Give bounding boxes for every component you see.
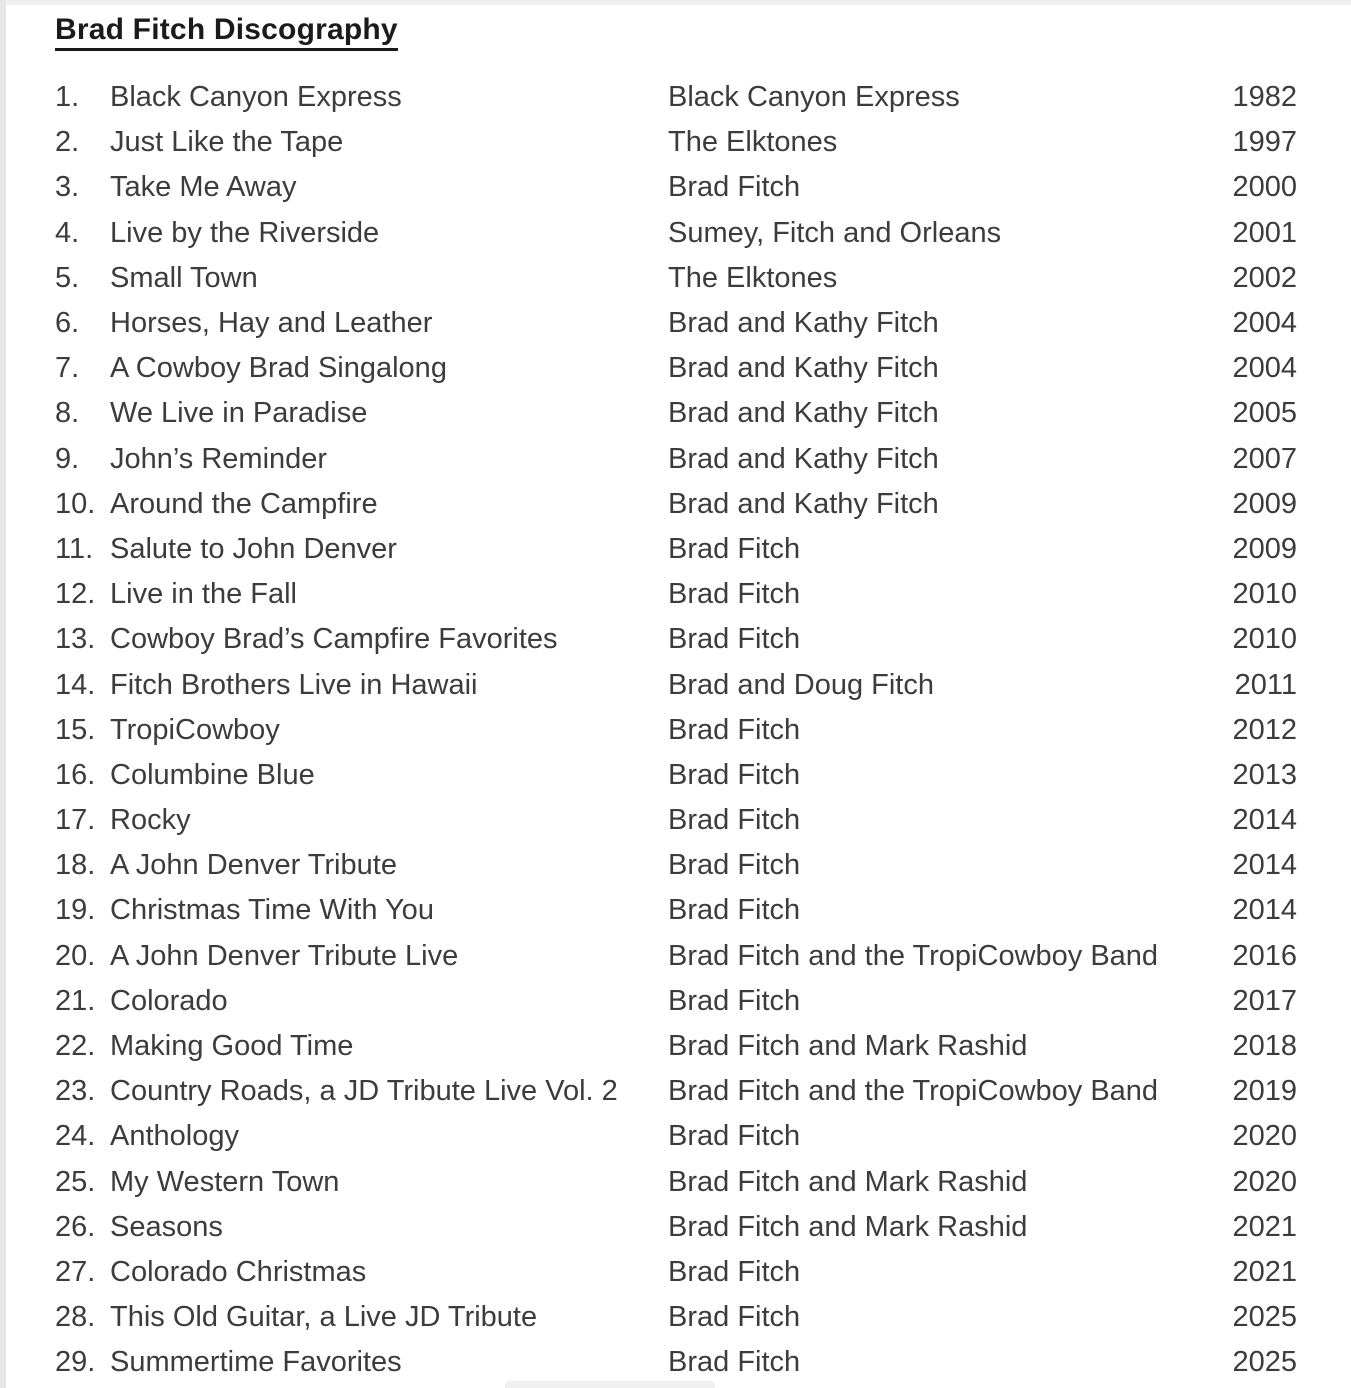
album-title: Fitch Brothers Live in Hawaii xyxy=(110,668,478,701)
album-title: Country Roads, a JD Tribute Live Vol. 2 xyxy=(110,1075,618,1108)
release-year: 1982 xyxy=(1232,81,1297,114)
discography-row xyxy=(55,1024,1297,1069)
row-number: 7. xyxy=(55,352,80,385)
row-number: 2. xyxy=(55,126,80,159)
album-title: Take Me Away xyxy=(110,171,297,204)
artist-name: Brad and Kathy Fitch xyxy=(668,307,939,340)
page-title: Brad Fitch Discography xyxy=(55,13,398,51)
row-number: 3. xyxy=(55,171,80,204)
discography-row xyxy=(55,1250,1297,1295)
row-number: 15. xyxy=(55,713,96,746)
discography-row xyxy=(55,120,1297,165)
artist-name: Brad Fitch xyxy=(668,171,801,204)
discography-row xyxy=(55,1205,1297,1250)
artist-name: The Elktones xyxy=(668,261,838,294)
artist-name: The Elktones xyxy=(668,126,838,159)
discography-row xyxy=(55,572,1297,617)
album-title: John’s Reminder xyxy=(110,442,328,475)
album-title: Small Town xyxy=(110,261,258,294)
row-number: 27. xyxy=(55,1255,96,1288)
row-number: 24. xyxy=(55,1120,96,1153)
artist-name: Brad Fitch and Mark Rashid xyxy=(668,1210,1028,1243)
discography-row xyxy=(55,662,1297,707)
artist-name: Brad Fitch and the TropiCowboy Band xyxy=(668,1075,1159,1108)
discography-row xyxy=(55,437,1297,482)
album-title: Christmas Time With You xyxy=(110,894,434,927)
release-year: 2010 xyxy=(1232,623,1297,656)
release-year: 2014 xyxy=(1232,849,1297,882)
release-year: 1997 xyxy=(1232,126,1297,159)
artist-name: Brad and Kathy Fitch xyxy=(668,487,939,520)
release-year: 2020 xyxy=(1232,1120,1297,1153)
release-year: 2021 xyxy=(1232,1255,1297,1288)
album-title: Live by the Riverside xyxy=(110,216,380,249)
row-number: 6. xyxy=(55,307,80,340)
artist-name: Brad Fitch and Mark Rashid xyxy=(668,1165,1028,1198)
release-year: 2025 xyxy=(1232,1346,1297,1379)
album-title: Cowboy Brad’s Campfire Favorites xyxy=(110,623,558,656)
album-title: Just Like the Tape xyxy=(110,126,344,159)
row-number: 8. xyxy=(55,397,80,430)
row-number: 16. xyxy=(55,758,96,791)
release-year: 2009 xyxy=(1232,532,1297,565)
artist-name: Sumey, Fitch and Orleans xyxy=(668,216,1002,249)
release-year: 2004 xyxy=(1232,307,1297,340)
row-number: 20. xyxy=(55,939,96,972)
discography-row xyxy=(55,1160,1297,1205)
artist-name: Brad Fitch xyxy=(668,849,801,882)
album-title: Seasons xyxy=(110,1210,223,1243)
row-number: 9. xyxy=(55,442,80,475)
artist-name: Brad Fitch xyxy=(668,532,801,565)
row-number: 10. xyxy=(55,487,96,520)
artist-name: Black Canyon Express xyxy=(668,81,960,114)
discography-list xyxy=(55,75,1297,1385)
artist-name: Brad Fitch xyxy=(668,804,801,837)
discography-row xyxy=(55,391,1297,436)
release-year: 2013 xyxy=(1232,758,1297,791)
album-title: Making Good Time xyxy=(110,1030,354,1063)
release-year: 2016 xyxy=(1232,939,1297,972)
release-year: 2019 xyxy=(1232,1075,1297,1108)
album-title: My Western Town xyxy=(110,1165,340,1198)
release-year: 2014 xyxy=(1232,894,1297,927)
row-number: 13. xyxy=(55,623,96,656)
artist-name: Brad and Doug Fitch xyxy=(668,668,934,701)
album-title: A John Denver Tribute xyxy=(110,849,397,882)
discography-row xyxy=(55,617,1297,662)
discography-row xyxy=(55,1340,1297,1385)
discography-row xyxy=(55,527,1297,572)
row-number: 26. xyxy=(55,1210,96,1243)
artist-name: Brad and Kathy Fitch xyxy=(668,397,939,430)
release-year: 2025 xyxy=(1232,1301,1297,1334)
album-title: This Old Guitar, a Live JD Tribute xyxy=(110,1301,538,1334)
discography-row xyxy=(55,256,1297,301)
album-title: Around the Campfire xyxy=(110,487,378,520)
row-number: 19. xyxy=(55,894,96,927)
row-number: 1. xyxy=(55,81,80,114)
discography-row xyxy=(55,1114,1297,1159)
discography-row xyxy=(55,753,1297,798)
release-year: 2004 xyxy=(1232,352,1297,385)
artist-name: Brad Fitch and Mark Rashid xyxy=(668,1030,1028,1063)
discography-row xyxy=(55,346,1297,391)
album-title: Horses, Hay and Leather xyxy=(110,307,433,340)
row-number: 14. xyxy=(55,668,96,701)
artist-name: Brad and Kathy Fitch xyxy=(668,352,939,385)
row-number: 4. xyxy=(55,216,80,249)
row-number: 12. xyxy=(55,578,96,611)
artist-name: Brad Fitch and the TropiCowboy Band xyxy=(668,939,1159,972)
release-year: 2017 xyxy=(1232,984,1297,1017)
album-title: Colorado xyxy=(110,984,228,1017)
release-year: 2002 xyxy=(1232,261,1297,294)
album-title: We Live in Paradise xyxy=(110,397,368,430)
release-year: 2012 xyxy=(1232,713,1297,746)
album-title: Anthology xyxy=(110,1120,239,1153)
discography-row xyxy=(55,798,1297,843)
release-year: 2014 xyxy=(1232,804,1297,837)
artist-name: Brad Fitch xyxy=(668,1120,801,1153)
artist-name: Brad Fitch xyxy=(668,713,801,746)
artist-name: Brad Fitch xyxy=(668,1301,801,1334)
row-number: 25. xyxy=(55,1165,96,1198)
artist-name: Brad Fitch xyxy=(668,1346,801,1379)
row-number: 28. xyxy=(55,1301,96,1334)
release-year: 2005 xyxy=(1232,397,1297,430)
row-number: 29. xyxy=(55,1346,96,1379)
album-title: Summertime Favorites xyxy=(110,1346,402,1379)
discography-row xyxy=(55,482,1297,527)
discography-row xyxy=(55,75,1297,120)
discography-row xyxy=(55,843,1297,888)
discography-row xyxy=(55,301,1297,346)
row-number: 18. xyxy=(55,849,96,882)
release-year: 2001 xyxy=(1232,216,1297,249)
album-title: Salute to John Denver xyxy=(110,532,397,565)
album-title: A John Denver Tribute Live xyxy=(110,939,459,972)
release-year: 2021 xyxy=(1232,1210,1297,1243)
artist-name: Brad and Kathy Fitch xyxy=(668,442,939,475)
artist-name: Brad Fitch xyxy=(668,758,801,791)
artist-name: Brad Fitch xyxy=(668,984,801,1017)
discography-row xyxy=(55,934,1297,979)
release-year: 2007 xyxy=(1232,442,1297,475)
artist-name: Brad Fitch xyxy=(668,1255,801,1288)
release-year: 2000 xyxy=(1232,171,1297,204)
album-title: Black Canyon Express xyxy=(110,81,402,114)
discography-row xyxy=(55,888,1297,933)
release-year: 2010 xyxy=(1232,578,1297,611)
release-year: 2009 xyxy=(1232,487,1297,520)
album-title: TropiCowboy xyxy=(110,713,280,746)
row-number: 23. xyxy=(55,1075,96,1108)
row-number: 21. xyxy=(55,984,96,1017)
artist-name: Brad Fitch xyxy=(668,623,801,656)
discography-row xyxy=(55,165,1297,210)
row-number: 17. xyxy=(55,804,96,837)
discography-row xyxy=(55,979,1297,1024)
album-title: Colorado Christmas xyxy=(110,1255,367,1288)
row-number: 5. xyxy=(55,261,80,294)
discography-row xyxy=(55,1069,1297,1114)
artist-name: Brad Fitch xyxy=(668,894,801,927)
album-title: Rocky xyxy=(110,804,191,837)
album-title: A Cowboy Brad Singalong xyxy=(110,352,447,385)
release-year: 2011 xyxy=(1234,668,1297,701)
release-year: 2018 xyxy=(1232,1030,1297,1063)
album-title: Live in the Fall xyxy=(110,578,297,611)
discography-row xyxy=(55,1295,1297,1340)
release-year: 2020 xyxy=(1232,1165,1297,1198)
discography-row xyxy=(55,708,1297,753)
artist-name: Brad Fitch xyxy=(668,578,801,611)
row-number: 11. xyxy=(55,532,94,565)
discography-row xyxy=(55,211,1297,256)
row-number: 22. xyxy=(55,1030,96,1063)
album-title: Columbine Blue xyxy=(110,758,315,791)
